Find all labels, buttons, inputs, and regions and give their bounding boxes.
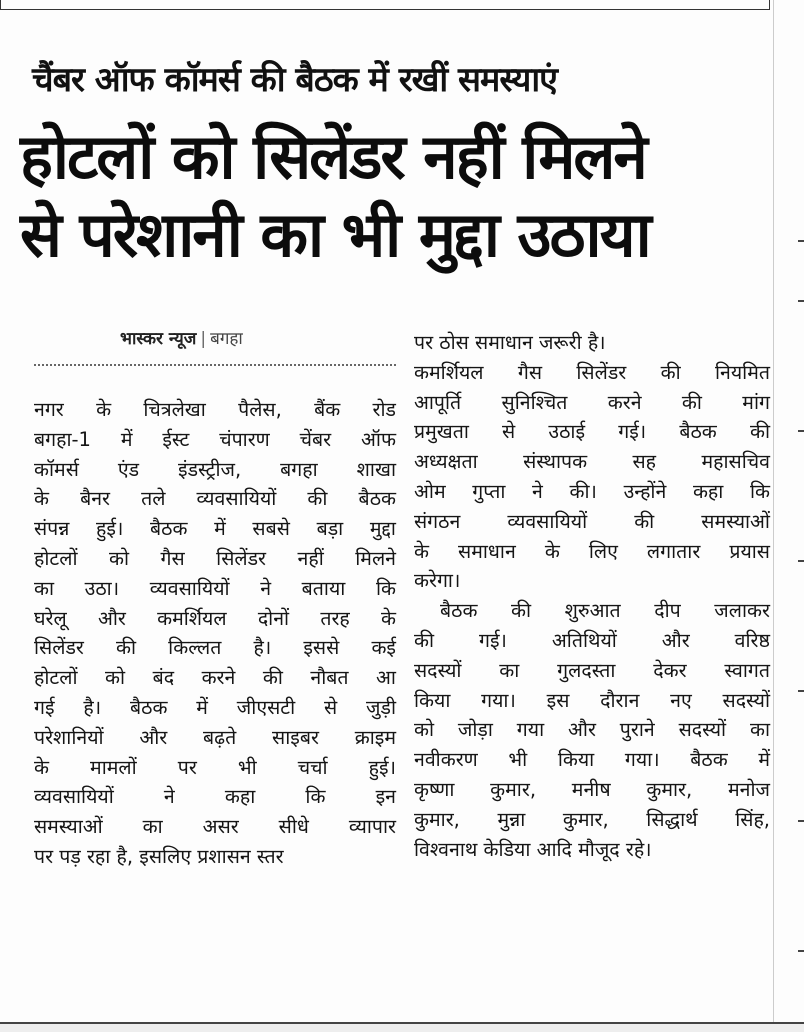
article-headline xyxy=(20,118,760,274)
body-text-line: होटलों को गैस सिलेंडर नहीं मिलने xyxy=(34,546,396,570)
body-text-line: ओम गुप्ता ने की। उन्होंने कहा कि xyxy=(414,479,770,503)
body-text-line: किया गया। इस दौरान नए सदस्यों xyxy=(414,688,770,712)
body-text-line: कृष्णा कुमार, मनीष कुमार, मनोज xyxy=(414,777,770,801)
headline-line: होटलों को सिलेंडर नहीं मिलने xyxy=(20,120,646,193)
body-text-line: घरेलू और कमर्शियल दोनों तरह के xyxy=(34,606,396,630)
byline-source: भास्कर न्यूज xyxy=(120,329,197,349)
body-text-line: सिलेंडर की किल्लत है। इससे कई xyxy=(34,636,396,660)
body-text-line: का उठा। व्यवसायियों ने बताया कि xyxy=(34,576,396,600)
body-text-line: नगर के चित्रलेखा पैलेस, बैंक रोड xyxy=(34,398,396,421)
byline-place: बगहा xyxy=(210,329,243,349)
body-text-line: को जोड़ा गया और पुराने सदस्यों का xyxy=(414,718,770,742)
byline-separator: | xyxy=(200,329,207,349)
bottom-border-rule xyxy=(0,1022,804,1032)
margin-tick xyxy=(798,560,804,562)
body-text-line: विश्वनाथ केडिया आदि मौजूद रहे। xyxy=(414,837,652,861)
body-text-line: कमर्शियल गैस सिलेंडर की नियमित xyxy=(414,360,770,384)
top-border-rule xyxy=(0,0,770,10)
body-text-line: बगहा-1 में ईस्ट चंपारण चेंबर ऑफ xyxy=(34,427,396,451)
body-text-line: के समाधान के लिए लगातार प्रयास xyxy=(414,539,770,563)
body-text-line: परेशानियों और बढ़ते साइबर क्राइम xyxy=(34,725,396,749)
body-text-line: होटलों को बंद करने की नौबत आ xyxy=(34,666,396,690)
article-kicker: चैंबर ऑफ कॉमर्स की बैठक में रखीं समस्याएं xyxy=(32,60,557,100)
body-text-line: पर ठोस समाधान जरूरी है। xyxy=(414,331,606,354)
body-text-line: संगठन व्यवसायियों की समस्याओं xyxy=(414,509,770,533)
body-text-line: गई है। बैठक में जीएसटी से जुड़ी xyxy=(34,695,396,719)
body-text-line: कुमार, मुन्ना कुमार, सिद्धार्थ सिंह, xyxy=(414,807,770,831)
byline xyxy=(120,326,243,349)
body-text-line: कॉमर्स एंड इंडस्ट्रीज, बगहा शाखा xyxy=(34,457,396,481)
article-body-left-column xyxy=(34,395,396,872)
margin-tick xyxy=(798,820,804,822)
headline-line: से परेशानी का भी मुद्दा उठाया xyxy=(20,198,650,271)
body-text-line: व्यवसायियों ने कहा कि इन xyxy=(34,785,396,809)
body-text-line: पर पड़ रहा है, इसलिए प्रशासन स्तर xyxy=(34,844,284,868)
article-body-right-column xyxy=(414,328,770,864)
margin-tick xyxy=(798,240,804,242)
body-text-line: अध्यक्षता संस्थापक सह महासचिव xyxy=(414,450,770,474)
body-text-line: के मामलों पर भी चर्चा हुई। xyxy=(34,755,396,779)
margin-tick xyxy=(798,950,804,952)
byline-divider xyxy=(34,364,396,366)
body-text-line: समस्याओं का असर सीधे व्यापार xyxy=(34,815,396,839)
margin-tick xyxy=(798,690,804,692)
adjacent-column-edge xyxy=(773,0,804,1032)
body-text-line: संपन्न हुई। बैठक में सबसे बड़ा मुद्दा xyxy=(34,517,396,541)
margin-tick xyxy=(798,300,804,302)
body-text-line: की गई। अतिथियों और वरिष्ठ xyxy=(414,628,770,652)
body-text-line: के बैनर तले व्यवसायियों की बैठक xyxy=(34,487,396,511)
body-text-line: नवीकरण भी किया गया। बैठक में xyxy=(414,748,770,772)
body-text-line: प्रमुखता से उठाई गई। बैठक की xyxy=(414,420,770,444)
body-text-line: आपूर्ति सुनिश्चित करने की मांग xyxy=(414,390,770,414)
body-text-line: बैठक की शुरुआत दीप जलाकर xyxy=(440,599,770,623)
margin-tick xyxy=(798,430,804,432)
body-text-line: करेगा। xyxy=(414,569,461,593)
body-text-line: सदस्यों का गुलदस्ता देकर स्वागत xyxy=(414,658,770,682)
